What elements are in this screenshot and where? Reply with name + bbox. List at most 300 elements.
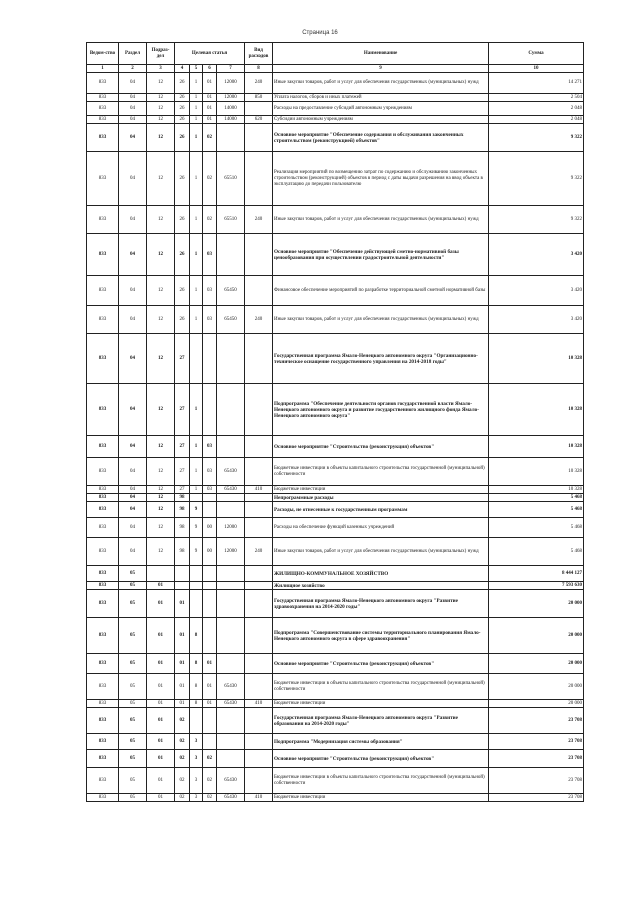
cell-target-direction — [217, 384, 245, 436]
cell-sum: 5 468 — [489, 518, 584, 538]
cell-name: Основное мероприятие "Строительство (реконструкция) объектов" — [273, 654, 489, 674]
cell-target-activity: 03 — [203, 436, 217, 458]
cell-podrazdel: 12 — [147, 116, 175, 124]
col-header-expense-type: Вид расходов — [245, 43, 273, 65]
cell-podrazdel: 12 — [147, 306, 175, 334]
cell-razdel: 04 — [119, 538, 147, 566]
cell-razdel: 05 — [119, 750, 147, 768]
cell-target-subprogram — [190, 708, 203, 734]
cell-ved: 833 — [87, 566, 119, 582]
cell-ved: 833 — [87, 494, 119, 502]
table-row — [87, 334, 584, 384]
cell-target-subprogram: 9 — [190, 538, 203, 566]
cell-razdel: 04 — [119, 494, 147, 502]
column-number: 2 — [119, 65, 147, 73]
table-row — [87, 494, 584, 502]
cell-sum: 23 708 — [489, 708, 584, 734]
cell-target-subprogram: 8 — [190, 654, 203, 674]
cell-sum: 10 328 — [489, 486, 584, 494]
cell-expense-type — [245, 124, 273, 152]
cell-target-activity: 01 — [203, 116, 217, 124]
cell-razdel: 04 — [119, 73, 147, 94]
cell-target-activity: 01 — [203, 94, 217, 102]
cell-target-program: 26 — [175, 152, 190, 206]
cell-target-subprogram: 1 — [190, 152, 203, 206]
cell-razdel: 05 — [119, 734, 147, 750]
cell-target-subprogram — [190, 494, 203, 502]
cell-target-activity: 02 — [203, 152, 217, 206]
cell-name: Непрограммные расходы — [273, 494, 489, 502]
cell-podrazdel: 12 — [147, 494, 175, 502]
cell-podrazdel: 12 — [147, 384, 175, 436]
cell-podrazdel: 01 — [147, 654, 175, 674]
cell-ved: 833 — [87, 794, 119, 802]
cell-name: Основное мероприятие "Строительство (реконструкция) объектов" — [273, 436, 489, 458]
cell-target-activity: 02 — [203, 794, 217, 802]
cell-expense-type: 240 — [245, 206, 273, 234]
cell-target-activity: 03 — [203, 234, 217, 276]
cell-podrazdel: 12 — [147, 502, 175, 518]
cell-target-program: 01 — [175, 618, 190, 654]
cell-target-activity: 03 — [203, 306, 217, 334]
cell-sum: 9 322 — [489, 124, 584, 152]
cell-razdel: 04 — [119, 206, 147, 234]
cell-ved: 833 — [87, 590, 119, 618]
cell-target-direction: 12000 — [217, 73, 245, 94]
cell-target-subprogram: 1 — [190, 102, 203, 116]
cell-target-program: 98 — [175, 538, 190, 566]
cell-sum: 23 708 — [489, 750, 584, 768]
cell-razdel: 05 — [119, 618, 147, 654]
cell-target-program: 01 — [175, 590, 190, 618]
table-row — [87, 152, 584, 206]
cell-podrazdel: 01 — [147, 674, 175, 700]
cell-ved: 833 — [87, 206, 119, 234]
cell-expense-type: 410 — [245, 794, 273, 802]
cell-target-subprogram — [190, 590, 203, 618]
cell-target-program: 26 — [175, 306, 190, 334]
cell-expense-type — [245, 102, 273, 116]
cell-target-direction — [217, 124, 245, 152]
cell-ved: 833 — [87, 306, 119, 334]
cell-ved: 833 — [87, 618, 119, 654]
table-row — [87, 124, 584, 152]
cell-name: Жилищное хозяйство — [273, 582, 489, 590]
cell-razdel: 04 — [119, 436, 147, 458]
cell-razdel: 05 — [119, 654, 147, 674]
cell-target-direction — [217, 618, 245, 654]
table-row — [87, 768, 584, 794]
cell-razdel: 05 — [119, 566, 147, 582]
cell-target-activity: 01 — [203, 102, 217, 116]
table-row — [87, 276, 584, 306]
cell-sum: 20 000 — [489, 700, 584, 708]
cell-target-activity — [203, 384, 217, 436]
table-row — [87, 518, 584, 538]
cell-expense-type: 410 — [245, 700, 273, 708]
cell-razdel: 05 — [119, 708, 147, 734]
cell-ved: 833 — [87, 234, 119, 276]
column-number: 8 — [245, 65, 273, 73]
cell-target-program: 02 — [175, 768, 190, 794]
cell-target-program: 26 — [175, 102, 190, 116]
cell-target-program — [175, 566, 190, 582]
cell-razdel: 04 — [119, 384, 147, 436]
budget-table — [86, 42, 584, 802]
table-row — [87, 654, 584, 674]
table-row — [87, 700, 584, 708]
cell-target-activity: 01 — [203, 674, 217, 700]
cell-razdel: 05 — [119, 590, 147, 618]
cell-target-program: 26 — [175, 124, 190, 152]
cell-target-activity: 02 — [203, 750, 217, 768]
cell-sum: 3 420 — [489, 234, 584, 276]
cell-target-activity — [203, 618, 217, 654]
cell-target-program: 01 — [175, 700, 190, 708]
cell-name: Уплата налогов, сборов и иных платежей — [273, 94, 489, 102]
cell-expense-type — [245, 152, 273, 206]
cell-podrazdel: 12 — [147, 518, 175, 538]
cell-name: Подпрограмма "Обеспечение деятельности органов государственной власти Ямало-Ненецкого автономного округа и развитие государственного жилищного фонда Ямало-Ненецкого автономного округа" — [273, 384, 489, 436]
table-row — [87, 384, 584, 436]
cell-target-direction: 65430 — [217, 458, 245, 486]
cell-target-direction — [217, 334, 245, 384]
cell-target-direction: 65450 — [217, 306, 245, 334]
cell-target-program: 26 — [175, 116, 190, 124]
cell-expense-type: 240 — [245, 306, 273, 334]
cell-name: Иные закупки товаров, работ и услуг для обеспечения государственных (муниципальных) нужд — [273, 306, 489, 334]
cell-sum: 3 420 — [489, 276, 584, 306]
cell-target-activity: 03 — [203, 276, 217, 306]
cell-sum: 23 708 — [489, 734, 584, 750]
cell-ved: 833 — [87, 124, 119, 152]
cell-razdel: 04 — [119, 518, 147, 538]
column-number: 4 — [175, 65, 190, 73]
table-row — [87, 436, 584, 458]
cell-sum: 10 328 — [489, 458, 584, 486]
cell-ved: 833 — [87, 750, 119, 768]
table-row — [87, 94, 584, 102]
cell-target-program: 27 — [175, 384, 190, 436]
cell-sum: 20 000 — [489, 618, 584, 654]
cell-target-subprogram — [190, 334, 203, 384]
cell-expense-type: 240 — [245, 538, 273, 566]
cell-expense-type — [245, 334, 273, 384]
cell-razdel: 05 — [119, 582, 147, 590]
cell-target-program: 26 — [175, 94, 190, 102]
cell-target-subprogram: 1 — [190, 124, 203, 152]
cell-razdel: 04 — [119, 502, 147, 518]
cell-target-subprogram: 1 — [190, 276, 203, 306]
cell-target-program: 26 — [175, 276, 190, 306]
cell-target-direction — [217, 582, 245, 590]
cell-target-subprogram: 8 — [190, 674, 203, 700]
cell-target-activity: 00 — [203, 538, 217, 566]
cell-razdel: 04 — [119, 458, 147, 486]
cell-target-subprogram: 1 — [190, 116, 203, 124]
cell-name: Бюджетные инвестиции в объекты капитального строительства государственной (муниципальной) собственности — [273, 674, 489, 700]
column-number-row — [87, 65, 584, 73]
cell-ved: 833 — [87, 582, 119, 590]
cell-podrazdel: 12 — [147, 206, 175, 234]
table-row — [87, 590, 584, 618]
cell-name: Бюджетные инвестиции — [273, 794, 489, 802]
cell-name: Иные закупки товаров, работ и услуг для обеспечения государственных (муниципальных) нужд — [273, 538, 489, 566]
cell-name: Финансовое обеспечение мероприятий по разработке территориальной сметной нормативной базы — [273, 276, 489, 306]
cell-name: Государственная программа Ямало-Ненецкого автономного округа "Развитие здравоохранения на 2014-2020 годы" — [273, 590, 489, 618]
cell-sum: 2 048 — [489, 102, 584, 116]
cell-target-subprogram: 3 — [190, 768, 203, 794]
table-row — [87, 794, 584, 802]
col-header-sum: Сумма — [489, 43, 584, 65]
cell-ved: 833 — [87, 502, 119, 518]
col-header-razdel: Раздел — [119, 43, 147, 65]
cell-target-direction — [217, 494, 245, 502]
cell-podrazdel: 12 — [147, 152, 175, 206]
cell-ved: 833 — [87, 116, 119, 124]
cell-target-direction: 65430 — [217, 768, 245, 794]
cell-ved: 833 — [87, 708, 119, 734]
cell-target-direction — [217, 750, 245, 768]
cell-expense-type — [245, 674, 273, 700]
cell-podrazdel: 01 — [147, 582, 175, 590]
cell-ved: 833 — [87, 276, 119, 306]
cell-podrazdel: 01 — [147, 768, 175, 794]
column-number: 6 — [203, 65, 217, 73]
cell-name: Бюджетные инвестиции в объекты капитального строительства государственной (муниципальной) собственности — [273, 458, 489, 486]
cell-target-direction: 14000 — [217, 116, 245, 124]
cell-target-program: 01 — [175, 654, 190, 674]
cell-podrazdel: 12 — [147, 94, 175, 102]
cell-expense-type — [245, 518, 273, 538]
cell-target-direction: 14000 — [217, 102, 245, 116]
table-row — [87, 734, 584, 750]
cell-target-program: 27 — [175, 334, 190, 384]
cell-expense-type — [245, 708, 273, 734]
cell-podrazdel: 12 — [147, 124, 175, 152]
cell-ved: 833 — [87, 384, 119, 436]
cell-expense-type — [245, 502, 273, 518]
cell-ved: 833 — [87, 73, 119, 94]
cell-name: Расходы на предоставление субсидий автономным учреждениям — [273, 102, 489, 116]
table-row — [87, 486, 584, 494]
cell-ved: 833 — [87, 94, 119, 102]
cell-target-activity: 03 — [203, 486, 217, 494]
cell-expense-type: 850 — [245, 94, 273, 102]
cell-expense-type: 240 — [245, 73, 273, 94]
cell-ved: 833 — [87, 152, 119, 206]
cell-ved: 833 — [87, 486, 119, 494]
cell-name: Расходы на обеспечение функций казенных учреждений — [273, 518, 489, 538]
cell-expense-type — [245, 234, 273, 276]
cell-target-activity: 01 — [203, 654, 217, 674]
cell-target-direction: 12000 — [217, 538, 245, 566]
cell-target-program: 27 — [175, 458, 190, 486]
cell-target-subprogram: 8 — [190, 618, 203, 654]
cell-expense-type — [245, 384, 273, 436]
table-row — [87, 306, 584, 334]
cell-razdel: 04 — [119, 152, 147, 206]
cell-target-subprogram: 1 — [190, 436, 203, 458]
table-row — [87, 206, 584, 234]
cell-target-activity: 01 — [203, 700, 217, 708]
column-number: 9 — [273, 65, 489, 73]
cell-target-activity: 03 — [203, 458, 217, 486]
cell-target-activity — [203, 494, 217, 502]
cell-name: Субсидии автономным учреждениям — [273, 116, 489, 124]
cell-target-activity — [203, 502, 217, 518]
cell-target-program: 02 — [175, 750, 190, 768]
cell-target-direction: 12000 — [217, 518, 245, 538]
cell-sum: 20 000 — [489, 590, 584, 618]
cell-target-activity — [203, 708, 217, 734]
cell-target-activity — [203, 582, 217, 590]
cell-sum: 23 708 — [489, 768, 584, 794]
cell-ved: 833 — [87, 654, 119, 674]
cell-sum: 9 322 — [489, 206, 584, 234]
col-header-ved: Ведом-ство — [87, 43, 119, 65]
cell-name: Бюджетные инвестиции — [273, 486, 489, 494]
cell-target-subprogram: 1 — [190, 73, 203, 94]
cell-sum: 2 048 — [489, 116, 584, 124]
cell-target-activity — [203, 566, 217, 582]
cell-expense-type — [245, 276, 273, 306]
cell-podrazdel: 01 — [147, 618, 175, 654]
cell-target-subprogram: 1 — [190, 486, 203, 494]
cell-expense-type — [245, 590, 273, 618]
cell-target-activity — [203, 590, 217, 618]
cell-sum: 8 444 127 — [489, 566, 584, 582]
cell-ved: 833 — [87, 518, 119, 538]
cell-razdel: 04 — [119, 124, 147, 152]
cell-expense-type — [245, 566, 273, 582]
cell-target-program: 98 — [175, 502, 190, 518]
cell-expense-type — [245, 494, 273, 502]
cell-razdel: 05 — [119, 700, 147, 708]
cell-target-direction — [217, 654, 245, 674]
cell-sum: 5 468 — [489, 494, 584, 502]
cell-expense-type — [245, 654, 273, 674]
cell-razdel: 04 — [119, 486, 147, 494]
table-row — [87, 458, 584, 486]
cell-ved: 833 — [87, 458, 119, 486]
col-header-podrazdel: Подраз-дел — [147, 43, 175, 65]
cell-sum: 14 271 — [489, 73, 584, 94]
cell-name: Бюджетные инвестиции в объекты капитального строительства государственной (муниципальной) собственности — [273, 768, 489, 794]
cell-sum: 9 322 — [489, 152, 584, 206]
cell-sum: 5 468 — [489, 502, 584, 518]
cell-expense-type: 620 — [245, 116, 273, 124]
cell-name: Иные закупки товаров, работ и услуг для обеспечения государственных (муниципальных) нужд — [273, 206, 489, 234]
cell-podrazdel: 12 — [147, 538, 175, 566]
cell-target-subprogram: 9 — [190, 502, 203, 518]
cell-target-activity: 02 — [203, 124, 217, 152]
cell-target-program: 26 — [175, 234, 190, 276]
col-header-name: Наименование — [273, 43, 489, 65]
cell-podrazdel: 12 — [147, 234, 175, 276]
cell-target-subprogram — [190, 582, 203, 590]
cell-razdel: 04 — [119, 234, 147, 276]
cell-podrazdel: 12 — [147, 436, 175, 458]
table-row — [87, 116, 584, 124]
cell-target-subprogram: 1 — [190, 94, 203, 102]
cell-name: Иные закупки товаров, работ и услуг для обеспечения государственных (муниципальных) нужд — [273, 73, 489, 94]
cell-target-activity — [203, 734, 217, 750]
cell-target-subprogram: 9 — [190, 518, 203, 538]
cell-sum: 23 708 — [489, 794, 584, 802]
cell-target-direction: 65510 — [217, 152, 245, 206]
column-number: 5 — [190, 65, 203, 73]
cell-target-program: 01 — [175, 674, 190, 700]
table-row — [87, 566, 584, 582]
cell-target-program: 27 — [175, 436, 190, 458]
cell-podrazdel: 12 — [147, 276, 175, 306]
cell-name: Бюджетные инвестиции — [273, 700, 489, 708]
budget-table-body — [87, 73, 584, 802]
cell-target-direction — [217, 234, 245, 276]
cell-target-activity: 00 — [203, 518, 217, 538]
cell-razdel: 04 — [119, 306, 147, 334]
cell-ved: 833 — [87, 102, 119, 116]
cell-razdel: 04 — [119, 276, 147, 306]
cell-target-program: 27 — [175, 486, 190, 494]
cell-ved: 833 — [87, 768, 119, 794]
page-label: Страница 16 — [302, 30, 338, 36]
cell-target-direction: 65430 — [217, 794, 245, 802]
cell-target-program — [175, 582, 190, 590]
cell-target-program: 26 — [175, 206, 190, 234]
cell-target-subprogram: 3 — [190, 794, 203, 802]
table-row — [87, 674, 584, 700]
cell-target-activity — [203, 334, 217, 384]
table-row — [87, 502, 584, 518]
cell-target-activity: 02 — [203, 768, 217, 794]
cell-target-subprogram: 1 — [190, 306, 203, 334]
cell-expense-type — [245, 436, 273, 458]
cell-target-direction — [217, 734, 245, 750]
cell-target-activity: 02 — [203, 206, 217, 234]
cell-razdel: 04 — [119, 116, 147, 124]
cell-sum: 20 000 — [489, 674, 584, 700]
column-number: 3 — [147, 65, 175, 73]
cell-ved: 833 — [87, 700, 119, 708]
cell-name: Основное мероприятие "Обеспечение содержания и обслуживания законченных строительством (реконструкцией) объектов" — [273, 124, 489, 152]
cell-target-subprogram: 1 — [190, 234, 203, 276]
cell-target-subprogram: 3 — [190, 734, 203, 750]
cell-name: Расходы, не отнесенные к государственным программам — [273, 502, 489, 518]
cell-sum: 10 328 — [489, 334, 584, 384]
cell-podrazdel: 01 — [147, 708, 175, 734]
cell-ved: 833 — [87, 674, 119, 700]
cell-razdel: 04 — [119, 334, 147, 384]
cell-razdel: 04 — [119, 94, 147, 102]
cell-podrazdel: 01 — [147, 750, 175, 768]
cell-target-direction: 65450 — [217, 276, 245, 306]
cell-podrazdel: 01 — [147, 734, 175, 750]
table-row — [87, 618, 584, 654]
cell-target-direction — [217, 566, 245, 582]
cell-podrazdel — [147, 566, 175, 582]
cell-name: ЖИЛИЩНО-КОММУНАЛЬНОЕ ХОЗЯЙСТВО — [273, 566, 489, 582]
cell-target-program: 02 — [175, 734, 190, 750]
cell-podrazdel: 01 — [147, 700, 175, 708]
cell-podrazdel: 01 — [147, 590, 175, 618]
table-row — [87, 582, 584, 590]
cell-sum: 10 328 — [489, 436, 584, 458]
cell-expense-type — [245, 750, 273, 768]
cell-target-program: 98 — [175, 518, 190, 538]
cell-ved: 833 — [87, 436, 119, 458]
